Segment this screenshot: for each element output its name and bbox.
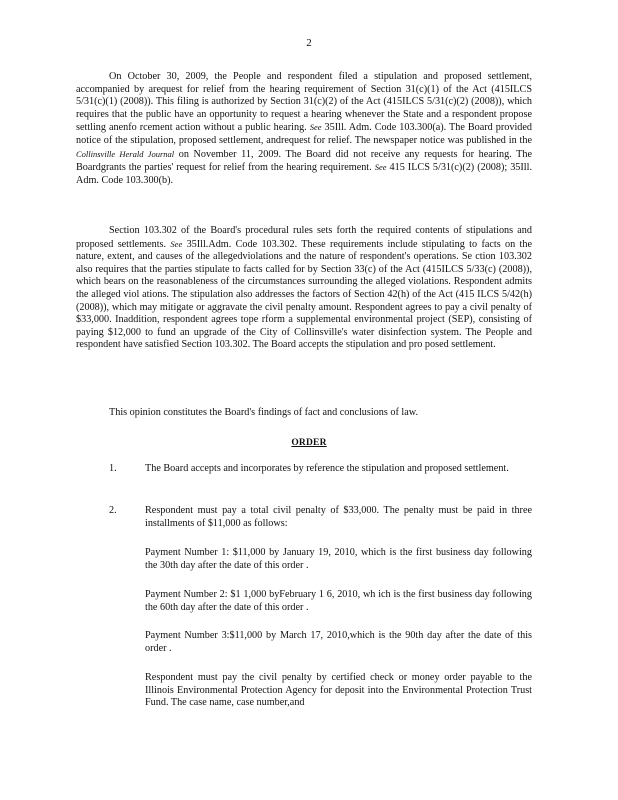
paragraph-text: 35Ill.Adm. Code 103.302. These requirements include stipulating to facts on the nature, extent, and causes of the allegedviolations and the nature of respondent's operations. Se ction 103.302 also requires that the parties stipulate to facts called for by Section 33(c) of the Act (415ILCS 5/33(c) (2008)), which bears on the reasonableness of the circumstances surrounding the alleged violations. Respondent admits the alleged viol ations. The stipulation also addresses the factors of Section 42(h) of the Act (415 ILCS 5/42(h) (2008)), which may mitigate or aggravate the civil penalty amount. Respondent agrees to pay a civil penalty of $33,000. Inaddition, respondent agrees tope rform a supplemental environmental project (SEP), consisting of paying $12,000 to fund an upgrade of the City of Collinsville's water disinfection system. The People and respondent have satisfied Section 103.302. The Board accepts the stipulation and pro posed settlement.	[76, 238, 532, 351]
italic-see: See	[374, 162, 387, 173]
newspaper-name: Collinsville Herald Journal	[76, 148, 175, 159]
paragraph-filing	[76, 71, 532, 187]
paragraph-opinion: This opinion constitutes the Board's findings of fact and conclusions of law.	[109, 407, 419, 418]
italic-see: See	[170, 238, 183, 249]
item-number: 1.	[109, 463, 117, 474]
page-number: 2	[306, 37, 312, 49]
payment-instructions: Respondent must pay the civil penalty by certified check or money order payable to the Illinois Environmental Protection Agency for deposit into the Environmental Protection Trust Fund. The case name, case number,and	[145, 672, 532, 709]
order-heading: ORDER	[291, 438, 327, 448]
payment-1: Payment Number 1: $11,000 by January 19, 2010, which is the first business day following the 30th day after the date of this order .	[145, 547, 532, 571]
payment-3: Payment Number 3:$11,000 by March 17, 2010,which is the 90th day after the date of this order .	[145, 630, 532, 654]
paragraph-section-103-302	[76, 225, 532, 352]
paragraph-text: 415 ILCS 5/31(c)(2) (2008); 35Ill. Adm. Code 103.300(b).	[76, 162, 532, 186]
paragraph-text: on November 11, 2009. The Board did not receive any requests for hearing. The Boardgrants the parties' request for relief from the hearing requirement.	[76, 148, 532, 174]
paragraph-text: On October 30, 2009, the People and respondent filed a stipulation and proposed settlement, accompanied by arequest for relief from the hearing requirement of Section 31(c)(1) of the Act (415ILCS 5/31(c)(1) (2008)). This filing is authorized by Section 31(c)(2) of the Act (415ILCS 5/31(c)(2) (2008)), which requires that the public have an opportunity to request a hearing whenever the State and a respondent propose settling anenfo rcement action without a public hearing.	[76, 71, 532, 134]
order-item-1: The Board accepts and incorporates by reference the stipulation and proposed settlement.	[145, 463, 509, 474]
paragraph-text: Section 103.302 of the Board's procedural rules sets forth the required contents of stipulations and proposed settlements.	[76, 225, 532, 250]
order-item-2: Respondent must pay a total civil penalty of $33,000. The penalty must be paid in three installments of $11,000 as follows:	[145, 505, 532, 529]
payment-2: Payment Number 2: $1 1,000 byFebruary 1 6, 2010, wh ich is the first business day following the 60th day after the date of this order .	[145, 589, 532, 613]
item-number: 2.	[109, 505, 117, 516]
italic-see: See	[309, 122, 322, 133]
paragraph-text: 35Ill. Adm. Code 103.300(a). The Board provided notice of the stipulation, proposed settlement, andrequest for relief. The newspaper notice was published in the	[76, 122, 532, 146]
